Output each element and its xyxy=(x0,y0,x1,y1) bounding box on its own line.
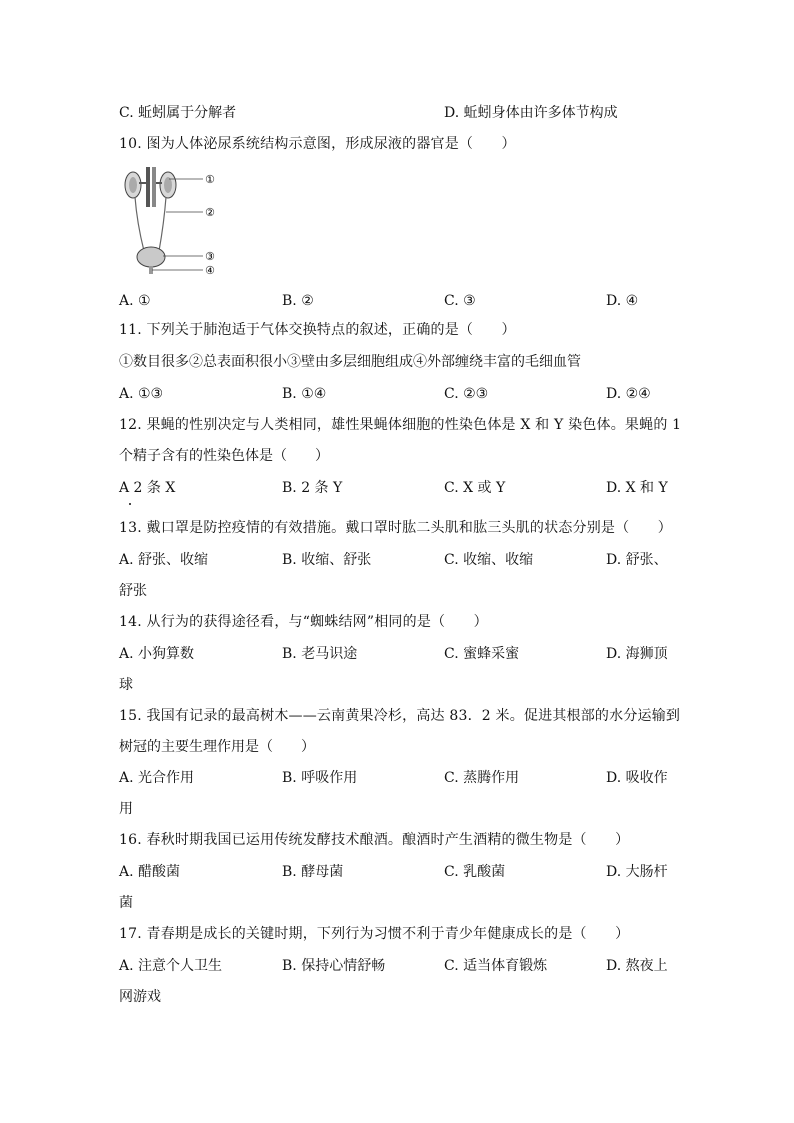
q17-option-b: B. 保持心情舒畅 xyxy=(282,958,386,974)
q14-option-d-wrap: 球 xyxy=(119,677,133,693)
q11-option-c: C. ②③ xyxy=(444,386,489,402)
q11-option-b: B. ①④ xyxy=(282,386,327,402)
q10-option-c: C. ③ xyxy=(444,293,476,309)
q10-option-b: B. ② xyxy=(282,293,314,309)
q15-option-a: A. 光合作用 xyxy=(119,770,195,786)
q17-option-d: D. 熬夜上 xyxy=(606,958,668,974)
q12-option-c: C. X 或 Y xyxy=(444,480,506,496)
q11-stem: 11. 下列关于肺泡适于气体交换特点的叙述，正确的是（ ） xyxy=(119,322,516,338)
q13-stem: 13. 戴口罩是防控疫情的有效措施。戴口罩时肱二头肌和肱三头肌的状态分别是（ ） xyxy=(119,520,672,536)
q15-option-d-wrap: 用 xyxy=(119,801,133,817)
q13-option-b: B. 收缩、舒张 xyxy=(282,552,372,568)
q14-option-c: C. 蜜蜂采蜜 xyxy=(444,646,520,662)
q16-option-a: A. 醋酸菌 xyxy=(119,864,181,880)
q13-option-d-wrap: 舒张 xyxy=(119,583,147,599)
q14-option-b: B. 老马识途 xyxy=(282,646,358,662)
q12-option-a: A 2 条 X xyxy=(119,480,176,496)
q12-option-b: B. 2 条 Y xyxy=(282,480,343,496)
figure-label-3: ③ xyxy=(205,250,215,263)
q12-stem-line1: 12. 果蝇的性别决定与人类相同，雄性果蝇体细胞的性染色体是 X 和 Y 染色体。果蝇的 1 xyxy=(119,417,682,433)
q16-option-d: D. 大肠杆 xyxy=(606,864,668,880)
figure-label-2: ② xyxy=(205,206,215,219)
q15-stem-line1: 15. 我国有记录的最高树木——云南黄果冷杉，高达 83．2 米。促进其根部的水分运输到 xyxy=(119,708,681,724)
q14-stem: 14. 从行为的获得途径看，与“蜘蛛结网”相同的是（ ） xyxy=(119,614,488,630)
q11-statements: ①数目很多②总表面积很小③壁由多层细胞组成④外部缠绕丰富的毛细血管 xyxy=(119,354,581,370)
q14-option-d: D. 海狮顶 xyxy=(606,646,668,662)
q11-option-a: A. ①③ xyxy=(119,386,164,402)
q15-option-c: C. 蒸腾作用 xyxy=(444,770,520,786)
q9-option-c: C. 蚯蚓属于分解者 xyxy=(119,105,237,121)
q16-stem: 16. 春秋时期我国已运用传统发酵技术酿酒。酿酒时产生酒精的微生物是（ ） xyxy=(119,832,630,848)
q13-option-c: C. 收缩、收缩 xyxy=(444,552,534,568)
q12-stem-line2: 个精子含有的性染色体是（ ） xyxy=(119,448,329,464)
figure-label-1: ① xyxy=(205,173,215,186)
q11-option-d: D. ②④ xyxy=(606,386,651,402)
q15-option-b: B. 呼吸作用 xyxy=(282,770,358,786)
q15-stem-line2: 树冠的主要生理作用是（ ） xyxy=(119,739,315,755)
stray-dot-mark xyxy=(129,503,131,505)
q13-option-a: A. 舒张、收缩 xyxy=(119,552,209,568)
q13-option-d: D. 舒张、 xyxy=(606,552,668,568)
q10-option-a: A. ① xyxy=(119,293,151,309)
figure-label-4: ④ xyxy=(205,264,215,277)
q15-option-d: D. 吸收作 xyxy=(606,770,668,786)
q10-stem: 10. 图为人体泌尿系统结构示意图，形成尿液的器官是（ ） xyxy=(119,136,516,152)
q9-option-d: D. 蚯蚓身体由许多体节构成 xyxy=(444,105,618,121)
q12-option-d: D. X 和 Y xyxy=(606,480,668,496)
q17-stem: 17. 青春期是成长的关键时期，下列行为习惯不利于青少年健康成长的是（ ） xyxy=(119,926,630,942)
q16-option-c: C. 乳酸菌 xyxy=(444,864,506,880)
q17-option-c: C. 适当体育锻炼 xyxy=(444,958,548,974)
q16-option-b: B. 酵母菌 xyxy=(282,864,344,880)
q17-option-a: A. 注意个人卫生 xyxy=(119,958,223,974)
urinary-system-figure xyxy=(119,163,229,278)
q17-option-d-wrap: 网游戏 xyxy=(119,989,161,1005)
q14-option-a: A. 小狗算数 xyxy=(119,646,195,662)
q10-option-d: D. ④ xyxy=(606,293,639,309)
q16-option-d-wrap: 菌 xyxy=(119,895,133,911)
